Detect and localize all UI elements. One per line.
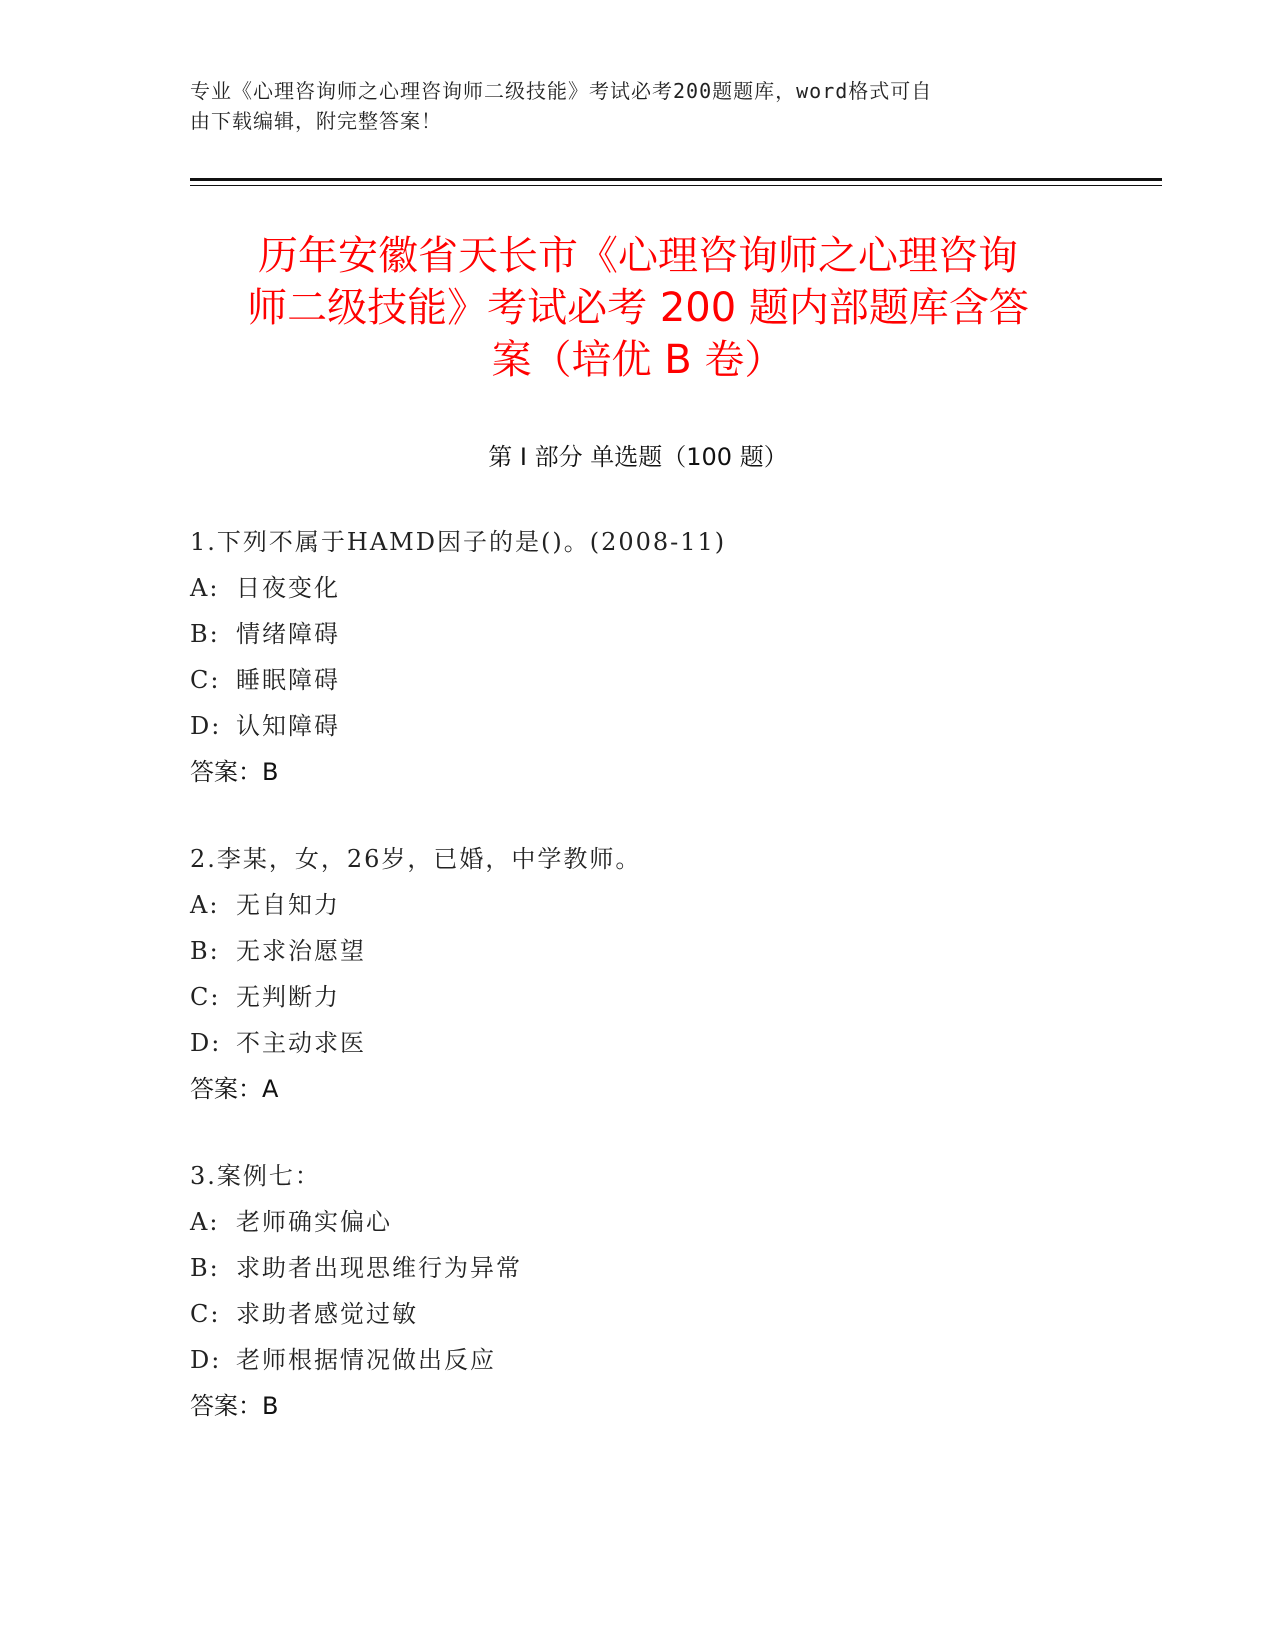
document-title-line-1: 历年安徽省天长市《心理咨询师之心理咨询 xyxy=(258,233,1018,279)
option-d xyxy=(190,703,1090,749)
answer-text: 答案：A xyxy=(190,1075,279,1103)
option-letter: D: xyxy=(190,1346,222,1374)
option-d xyxy=(190,1337,1090,1383)
option-letter: A: xyxy=(190,891,220,919)
option-a xyxy=(190,882,1090,928)
document-title xyxy=(190,230,1086,386)
option-c xyxy=(190,974,1090,1020)
option-text: 无判断力 xyxy=(236,983,340,1011)
question-2 xyxy=(190,836,1090,1112)
option-text: 无求治愿望 xyxy=(236,937,366,965)
option-text: 无自知力 xyxy=(236,891,340,919)
option-letter: A: xyxy=(190,1208,220,1236)
option-text: 求助者出现思维行为异常 xyxy=(236,1254,522,1282)
option-b xyxy=(190,611,1090,657)
option-c xyxy=(190,1291,1090,1337)
option-letter: D: xyxy=(190,1029,222,1057)
header-divider-thin xyxy=(190,185,1162,186)
option-letter: B: xyxy=(190,1254,220,1282)
question-stem: 1.下列不属于HAMD因子的是()。(2008-11) xyxy=(190,528,727,556)
option-letter: C: xyxy=(190,666,221,694)
header-note-line-2: 由下载编辑，附完整答案！ xyxy=(190,109,442,133)
option-letter: B: xyxy=(190,620,220,648)
option-b xyxy=(190,928,1090,974)
question-stem: 3.案例七： xyxy=(190,1162,321,1190)
option-letter: C: xyxy=(190,1300,221,1328)
question-3 xyxy=(190,1153,1090,1429)
option-text: 老师根据情况做出反应 xyxy=(236,1346,496,1374)
option-letter: A: xyxy=(190,574,220,602)
option-text: 认知障碍 xyxy=(236,712,340,740)
option-letter: C: xyxy=(190,983,221,1011)
document-title-line-3: 案（培优 B 卷） xyxy=(491,337,785,383)
option-a xyxy=(190,565,1090,611)
option-text: 睡眠障碍 xyxy=(236,666,340,694)
answer-text: 答案：B xyxy=(190,1392,279,1420)
document-title-line-2: 师二级技能》考试必考 200 题内部题库含答 xyxy=(247,285,1029,331)
option-c xyxy=(190,657,1090,703)
section-title: 第 I 部分 单选题（100 题） xyxy=(488,443,788,471)
option-text: 老师确实偏心 xyxy=(236,1208,392,1236)
option-letter: D: xyxy=(190,712,222,740)
answer-text: 答案：B xyxy=(190,758,279,786)
header-note xyxy=(190,76,1070,136)
option-a xyxy=(190,1199,1090,1245)
option-b xyxy=(190,1245,1090,1291)
question-1 xyxy=(190,519,1090,795)
header-note-line-1: 专业《心理咨询师之心理咨询师二级技能》考试必考200题题库，word格式可自 xyxy=(190,79,933,103)
option-text: 不主动求医 xyxy=(236,1029,366,1057)
option-text: 求助者感觉过敏 xyxy=(236,1300,418,1328)
option-text: 情绪障碍 xyxy=(236,620,340,648)
option-text: 日夜变化 xyxy=(236,574,340,602)
header-divider-thick xyxy=(190,178,1162,181)
question-stem: 2.李某，女，26岁，已婚，中学教师。 xyxy=(190,845,642,873)
option-d xyxy=(190,1020,1090,1066)
option-letter: B: xyxy=(190,937,220,965)
